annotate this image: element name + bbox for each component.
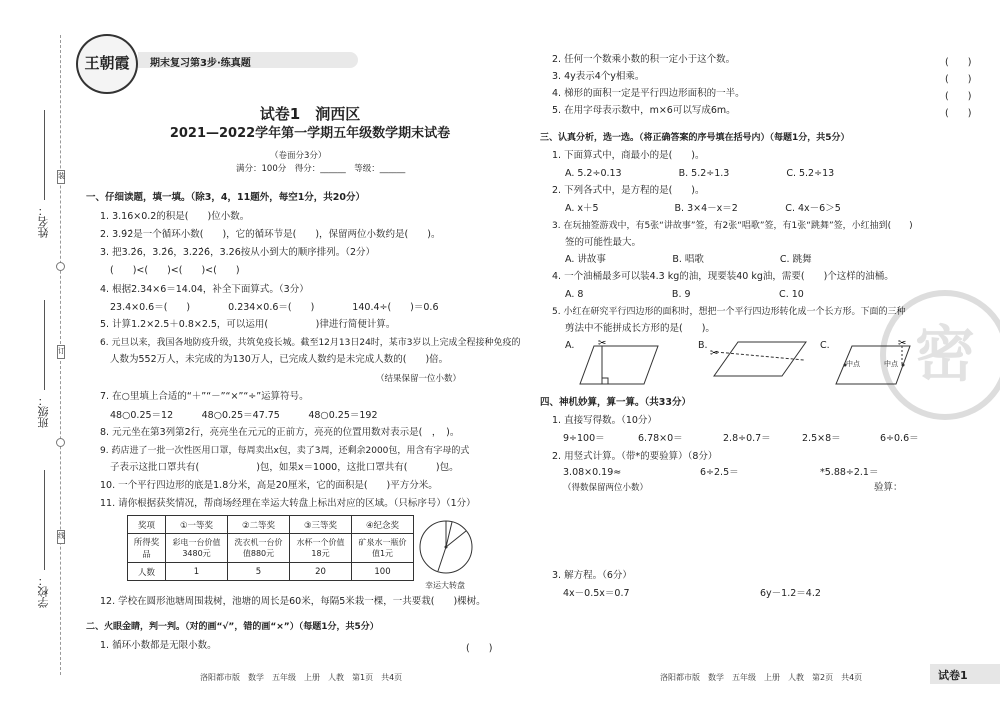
gutter-school-label: 学校：: [37, 575, 50, 608]
gutter-class-label: 班级：: [37, 395, 50, 428]
section3-heading: 三、认真分析，选一选。（将正确答案的序号填在括号内）（每题1分，共5分）: [540, 133, 850, 143]
brand-logo: [76, 34, 138, 94]
table-cell: ③三等奖: [290, 516, 352, 534]
direct-item-1[interactable]: 9÷100＝: [563, 433, 605, 444]
answer-paren[interactable]: ( ): [945, 108, 972, 119]
rounding-note: （得数保留两位小数）: [563, 483, 649, 493]
binding-mark-2: 订: [57, 345, 65, 359]
answer-paren[interactable]: ( ): [945, 57, 972, 68]
mc-q1-options[interactable]: A. 5.2÷0.13 B. 5.2÷1.3 C. 5.2÷13: [565, 168, 835, 179]
q5: 5. 计算1.2×2.5＋0.8×2.5，可以运用( )律进行简便计算。: [100, 319, 396, 330]
table-row: [128, 516, 414, 534]
calc-q2: 2. 用竖式计算。（带*的要验算）（8分）: [552, 451, 718, 462]
seal-watermark: 密: [880, 290, 1000, 420]
q4-blanks[interactable]: 23.4×0.6＝( ) 0.234×0.6＝( ) 140.4÷( )＝0.6: [110, 302, 439, 313]
option-a-label[interactable]: A.: [565, 340, 575, 351]
q6-note: （结果保留一位小数）: [376, 374, 462, 384]
direct-item-3[interactable]: 2.8÷0.7＝: [723, 433, 771, 444]
review-banner: 期末复习第3步·练真题: [150, 58, 251, 69]
mc-q4: 4. 一个油桶最多可以装4.3 kg的油，现要装40 kg油，需要( )个这样的油桶。: [552, 271, 894, 282]
tf-q3: 3. 4y表示4个y相乘。: [552, 71, 645, 82]
answer-paren[interactable]: ( ): [945, 74, 972, 85]
midpoint-label-2: 中点: [884, 360, 898, 368]
paper-tag: 试卷1: [930, 664, 1000, 684]
svg-text:✂: ✂: [598, 338, 607, 349]
binding-mark-3: 线: [57, 530, 65, 544]
equation-2[interactable]: 6y－1.2＝4.2: [760, 588, 821, 599]
binding-hole-2: [56, 438, 65, 447]
table-cell: 20: [290, 563, 352, 581]
binding-hole-1: [56, 262, 65, 271]
parallelogram-cut-c[interactable]: [832, 338, 914, 388]
table-row: [128, 534, 414, 563]
wheel-caption: 幸运大转盘: [425, 581, 465, 590]
table-cell: ②二等奖: [228, 516, 290, 534]
direct-item-5[interactable]: 6÷0.6＝: [880, 433, 919, 444]
section2-heading: 二、火眼金睛，判一判。（对的画“√”，错的画“×”）（每题1分，共5分）: [86, 622, 379, 632]
table-cell: 所得奖品: [128, 534, 166, 563]
mc-q5-line2: 剪法中不能拼成长方形的是( )。: [565, 323, 715, 334]
direct-item-4[interactable]: 2.5×8＝: [802, 433, 841, 444]
page-footer-left: 洛阳都市版 数学 五年级 上册 人教 第1页 共4页: [200, 673, 403, 682]
mc-q2: 2. 下列各式中，是方程的是( )。: [552, 185, 705, 196]
vertical-item-3[interactable]: *5.88÷2.1＝: [820, 467, 879, 478]
exam-title: 2021—2022学年第一学期五年级数学期末试卷: [169, 126, 451, 141]
table-cell: 彩电一台价值3480元: [166, 534, 228, 563]
direct-item-2[interactable]: 6.78×0＝: [638, 433, 683, 444]
q7: 7. 在○里填上合适的“＋”“－”“×”“÷”运算符号。: [100, 391, 309, 402]
class-blank-line[interactable]: [44, 300, 45, 390]
q11: 11. 请你根据获奖情况，帮商场经理在幸运大转盘上标出对应的区域。（只标序号）（1分）: [100, 498, 476, 509]
q7-blanks[interactable]: 48○0.25＝12 48○0.25＝47.75 48○0.25＝192: [110, 410, 378, 421]
tf-q5: 5. 在用字母表示数中，m×6可以写成6m。: [552, 105, 736, 116]
q3: 3. 把3.2̇6，3.2̇6̇，3.22̇6̇，3.26按从小到大的顺序排列。（2分）: [100, 247, 376, 258]
svg-text:✂: ✂: [898, 338, 907, 349]
table-cell: 水杯一个价值18元: [290, 534, 352, 563]
q4: 4. 根据2.34×6＝14.04，补全下面算式。（3分）: [100, 284, 309, 295]
gutter-name-label: 姓名：: [37, 205, 50, 238]
parallelogram-cut-a[interactable]: [578, 338, 660, 388]
svg-text:✂: ✂: [710, 348, 719, 359]
q8: 8. 元元坐在第3列第2行，亮亮坐在元元的正前方，亮亮的位置用数对表示是( ， )。: [100, 427, 460, 438]
table-cell: ④纪念奖: [352, 516, 414, 534]
table-cell: 奖项: [128, 516, 166, 534]
q2: 2. 3.9̇2̇是一个循环小数( )，它的循环节是( )，保留两位小数约是( )。: [100, 229, 441, 240]
section4-heading: 四、神机妙算，算一算。（共33分）: [540, 397, 691, 408]
table-row: [128, 563, 414, 581]
vertical-item-1[interactable]: 3.08×0.19≈: [563, 467, 622, 478]
mc-q2-options[interactable]: A. x＋5 B. 3×4－x＝2 C. 4x－6＞5: [565, 203, 841, 214]
table-cell: 矿泉水一瓶价值1元: [352, 534, 414, 563]
tf-q2: 2. 任何一个数乘小数的积一定小于这个数。: [552, 54, 736, 65]
option-b-label[interactable]: B.: [698, 340, 708, 351]
table-cell: 1: [166, 563, 228, 581]
parallelogram-cut-b[interactable]: [710, 338, 810, 382]
q12: 12. 学校在圆形池塘周围栽树，池塘的周长是60米，每隔5米栽一棵，一共要栽( )棵树。: [100, 596, 486, 607]
lucky-wheel[interactable]: [418, 517, 474, 577]
q9-line2: 子表示这批口罩共有( )包，如果x＝1000，这批口罩共有( )包。: [110, 462, 459, 473]
calc-q3: 3. 解方程。（6分）: [552, 570, 632, 581]
q6-line1: 6. 元旦以来，我国各地防疫升级，共筑免疫长城。截至12月13日24时，某市3岁以上完成全程接种免疫的: [100, 338, 521, 348]
calc-q1: 1. 直接写得数。（10分）: [552, 415, 657, 426]
page-footer-right: 洛阳都市版 数学 五年级 上册 人教 第2页 共4页: [660, 673, 863, 682]
name-blank-line[interactable]: [44, 110, 45, 200]
q9-line1: 9. 药店进了一批一次性医用口罩，每周卖出x包，卖了3周，还剩余2000包，用含有字母的式: [100, 446, 470, 456]
q10: 10. 一个平行四边形的底是1.8分米，高是20厘米，它的面积是( )平方分米。: [100, 480, 438, 491]
answer-paren[interactable]: ( ): [466, 643, 493, 654]
school-blank-line[interactable]: [44, 470, 45, 570]
table-cell: 5: [228, 563, 290, 581]
mc-q3-options[interactable]: A. 讲故事 B. 唱歌 C. 跳舞: [565, 254, 812, 265]
mc-q4-options[interactable]: A. 8 B. 9 C. 10: [565, 289, 804, 300]
table-cell: ①一等奖: [166, 516, 228, 534]
award-table: [127, 515, 414, 581]
check-label: 验算：: [874, 482, 903, 493]
table-cell: 洗衣机一台价值880元: [228, 534, 290, 563]
equation-1[interactable]: 4x－0.5x＝0.7: [563, 588, 630, 599]
mc-q3-line1: 3. 在玩抽签游戏中，有5张“讲故事”签，有2张“唱歌”签，有1张“跳舞”签，小红抽到( ): [552, 221, 913, 231]
midpoint-label-1: 中点: [846, 360, 860, 368]
mc-q1: 1. 下面算式中，商最小的是( )。: [552, 150, 705, 161]
vertical-item-2[interactable]: 6÷2.5＝: [700, 467, 739, 478]
answer-paren[interactable]: ( ): [945, 91, 972, 102]
table-cell: 人数: [128, 563, 166, 581]
table-cell: 100: [352, 563, 414, 581]
section1-heading: 一、仔细读题，填一填。（除3，4，11题外，每空1分，共20分）: [86, 192, 366, 203]
tf-q1: 1. 循环小数都是无限小数。: [100, 640, 217, 651]
q3-blanks[interactable]: ( )<( )<( )<( ): [110, 265, 240, 276]
tf-q4: 4. 梯形的面积一定是平行四边形面积的一半。: [552, 88, 745, 99]
mc-q3-line2: 签的可能性最大。: [565, 237, 642, 248]
binding-mark-1: 装: [57, 170, 65, 184]
option-c-label[interactable]: C.: [820, 340, 830, 351]
neatness-note: （卷面分3分）: [270, 151, 327, 161]
mc-q5-line1: 5. 小红在研究平行四边形的面积时，想把一个平行四边形转化成一个长方形。下面的三种: [552, 307, 906, 317]
q6-line2: 人数为552万人，未完成的为130万人，已完成人数约是未完成人数的( )倍。: [110, 354, 449, 365]
paper-title: 试卷1 涧西区: [259, 105, 361, 123]
q1: 1. 3.16×0.2的积是( )位小数。: [100, 211, 250, 222]
score-line: 满分：100分 得分：______ 等级：______: [236, 164, 406, 174]
brand-logo-text: 王朝霞: [84, 54, 130, 72]
